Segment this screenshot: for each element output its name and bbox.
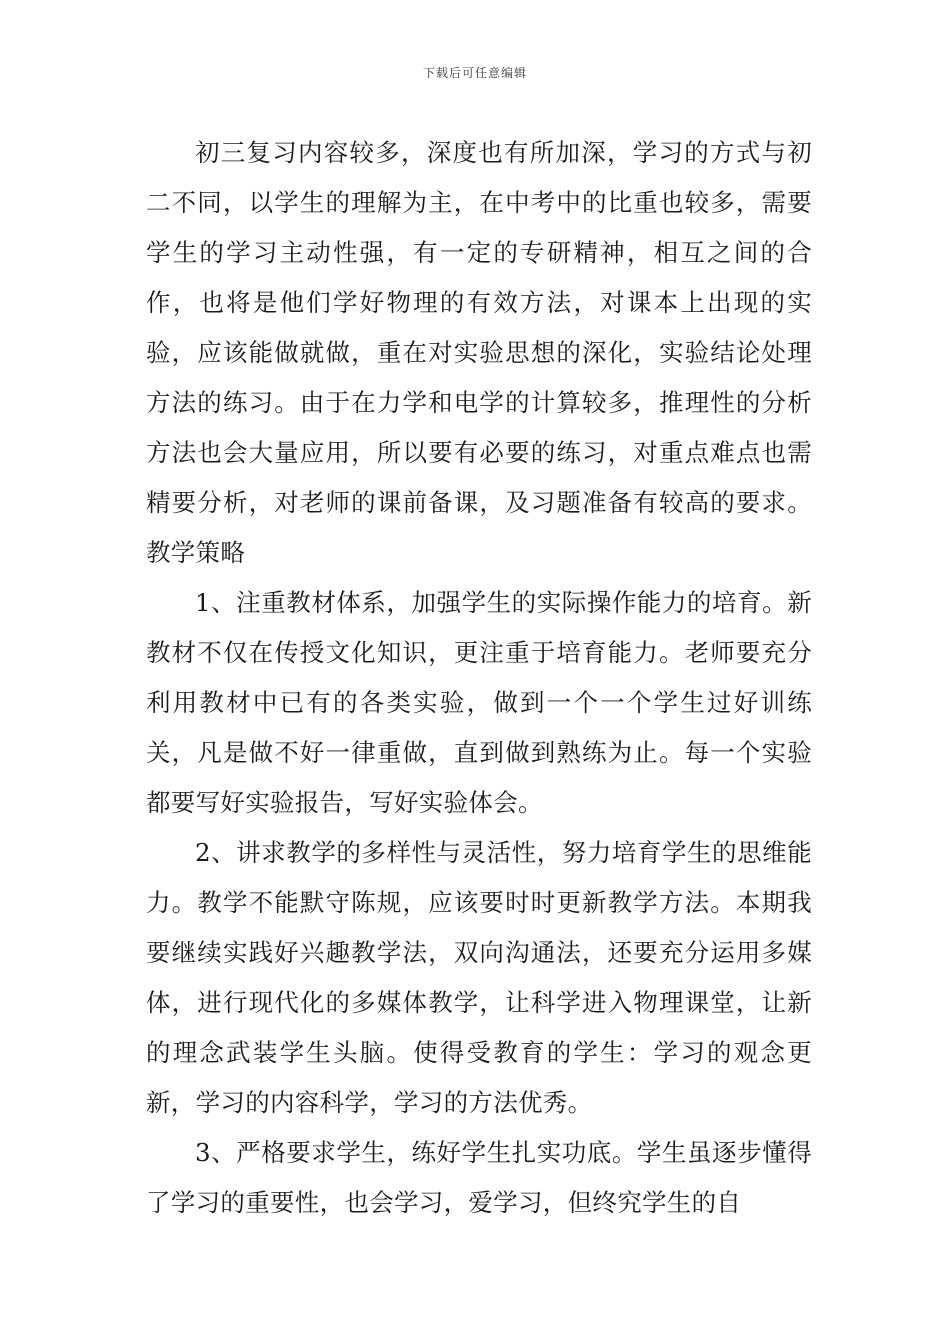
paragraph-intro: 初三复习内容较多，深度也有所加深，学习的方式与初二不同，以学生的理解为主，在中考中的比重也较多，需要学生的学习主动性强，有一定的专研精神，相互之间的合作，也将是他们学好物理的有效方法，对课本上出现的实验，应该能做就做，重在对实验思想的深化，实验结论处理方法的练习。由于在力学和电学的计算较多，推理性的分析方法也会大量应用，所以要有必要的练习，对重点难点也需精要分析，对老师的课前备课，及习题准备有较高的要求。教学策略 [146, 138, 812, 567]
paragraph-strategy-2: 2、讲求教学的多样性与灵活性，努力培育学生的思维能力。教学不能默守陈规，应该要时时更新教学方法。本期我要继续实践好兴趣教学法，双向沟通法，还要充分运用多媒体，进行现代化的多媒体教学，让科学进入物理课堂，让新的理念武装学生头脑。使得受教育的学生：学习的观念更新，学习的内容科学，学习的方法优秀。 [146, 838, 812, 1117]
document-body [146, 128, 812, 1228]
paragraph-strategy-1: 1、注重教材体系，加强学生的实际操作能力的培育。新教材不仅在传授文化知识，更注重于培育能力。老师要充分利用教材中已有的各类实验，做到一个一个学生过好训练关，凡是做不好一律重做，直到做到熟练为止。每一个实验都要写好实验报告，写好实验体会。 [146, 588, 812, 817]
paragraph-strategy-3: 3、严格要求学生，练好学生扎实功底。学生虽逐步懂得了学习的重要性，也会学习，爱学习，但终究学生的自 [146, 1138, 812, 1217]
page-header: 下载后可任意编辑 [422, 66, 527, 80]
